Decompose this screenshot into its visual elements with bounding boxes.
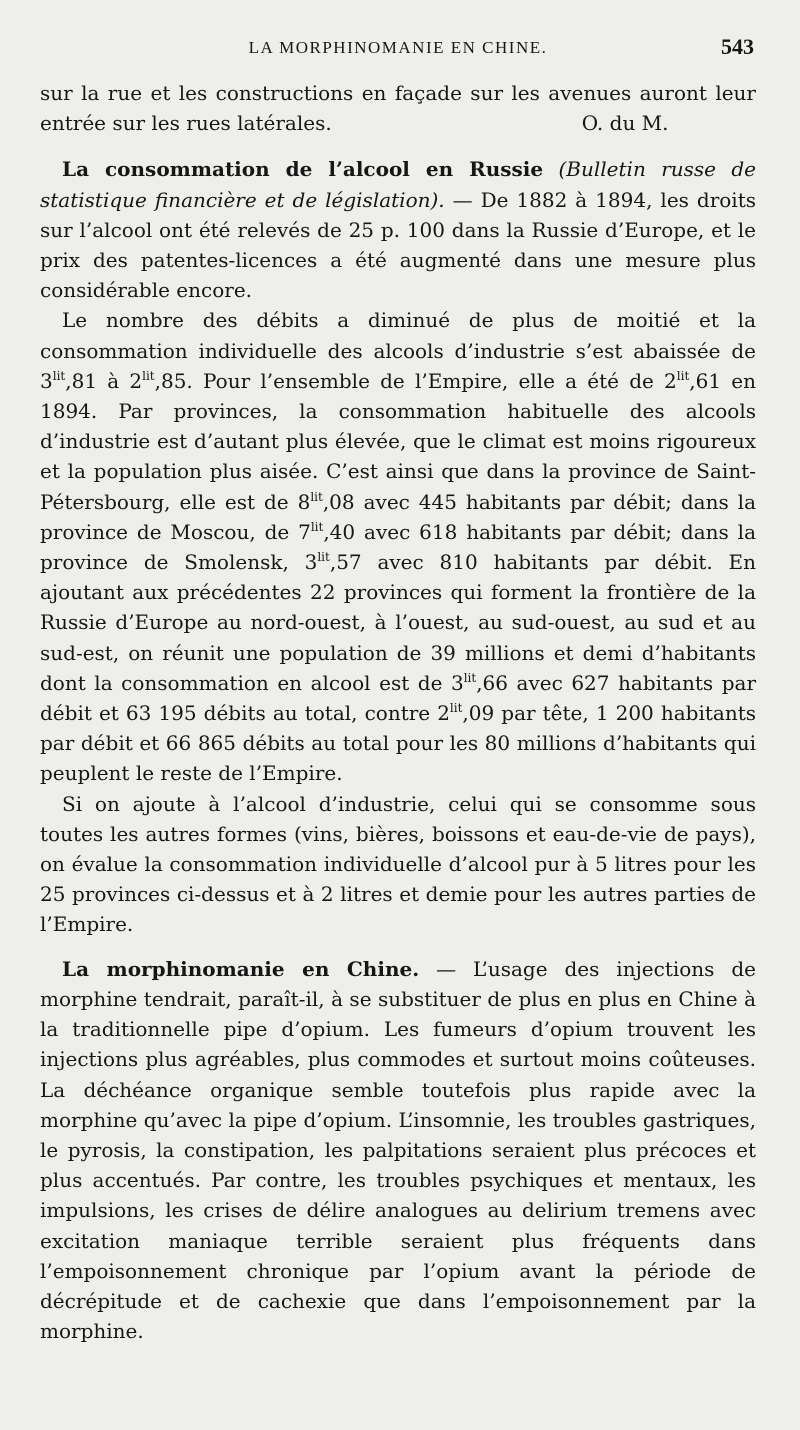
paragraph-other-alcohols bbox=[40, 789, 756, 940]
source-citation: (Bulletin russe de statistique financière et de législation). bbox=[40, 157, 757, 212]
paragraph-text: — De 1882 à 1894, les droits sur l’alcool ont été relevés de 25 p. 100 dans la Russie d’Europe, et le prix des patentes-licences a été augmenté dans une mesure plus considérable encore. bbox=[40, 187, 756, 303]
text-run: ,57 avec 810 habitants par débit. En ajoutant aux précédentes 22 provinces qui forment la frontière de la Russie d’Europe au nord-ouest, à l’ouest, au sud-ouest, au sud et au sud-est, on réunit une population de 39 millions et demi d’habitants dont la consommation en alcool est de 3 bbox=[40, 550, 757, 695]
text-run: ,66 avec 627 habitants par débit et 63 195 débits au total, contre 2 bbox=[40, 670, 757, 726]
body-text bbox=[40, 78, 756, 1346]
paragraph-alcohol-russia bbox=[40, 154, 756, 305]
paragraph-continuation bbox=[40, 78, 756, 138]
author-signature: O. du M. bbox=[581, 111, 669, 136]
unit-superscript: lit bbox=[52, 368, 66, 383]
unit-superscript: lit bbox=[142, 368, 155, 383]
section-title: La consommation de l’alcool en Russie bbox=[62, 157, 544, 182]
unit-superscript: lit bbox=[676, 368, 690, 383]
unit-superscript: lit bbox=[310, 489, 323, 504]
text-run: ,61 en 1894. Par provinces, la consommation habituelle des alcools d’industrie est d’autant plus élevée, que le climat est moins rigoureux et la population plus aisée. C’est ainsi que dans la province de Saint-Pétersbourg, elle est de 8 bbox=[40, 368, 757, 514]
section-title: La morphinomanie en Chine. bbox=[62, 956, 420, 981]
unit-superscript: lit bbox=[310, 519, 324, 534]
text-run: ,85. Pour l’ensemble de l’Empire, elle a été de 2 bbox=[154, 368, 677, 393]
text-run: ,08 avec 445 habitants par débit; dans la province de Moscou, de 7 bbox=[40, 489, 756, 544]
paragraph-text: sur la rue et les constructions en façade sur les avenues auront leur entrée sur les rues latérales. bbox=[40, 81, 756, 136]
text-run: ,81 à 2 bbox=[65, 368, 143, 393]
unit-superscript: lit bbox=[317, 550, 330, 565]
text-run: ,09 par tête, 1 200 habitants par débit et 66 865 débits au total pour les 80 millions d’habitants qui peuplent le reste de l’Empire. bbox=[40, 701, 756, 786]
text-run: Le nombre des débits a diminué de plus de moitié et la consommation individuelle des alcools d’industrie s’est abaissée de 3 bbox=[40, 308, 756, 393]
paragraph-debits bbox=[40, 305, 756, 788]
unit-superscript: lit bbox=[463, 670, 477, 685]
unit-superscript: lit bbox=[449, 701, 463, 716]
paragraph-morphinomania bbox=[40, 954, 756, 1347]
paragraph-text: Si on ajoute à l’alcool d’industrie, celui qui se consomme sous toutes les autres formes (vins, bières, boissons et eau-de-vie de pays), on évalue la consommation individuelle d’alcool pur à 5 litres pour les 25 provinces ci-dessus et à 2 litres et demie pour les autres parties de l’Empire. bbox=[40, 791, 756, 937]
page-header bbox=[40, 34, 756, 64]
running-title: LA MORPHINOMANIE EN CHINE. bbox=[248, 38, 548, 57]
text-run: ,40 avec 618 habitants par débit; dans la province de Smolensk, 3 bbox=[40, 519, 756, 575]
paragraph-text: — L’usage des injections de morphine tendrait, paraît-il, à se substituer de plus en plus en Chine à la traditionnelle pipe d’opium. Les fumeurs d’opium trouvent les injections plus agréables, plus commodes et surtout moins coûteuses. La déchéance organique semble toutefois plus rapide avec la morphine qu’avec la pipe d’opium. L’insomnie, les troubles gastriques, le pyrosis, la constipation, les palpitations seraient plus précoces et plus accentués. Par contre, les troubles psychiques et mentaux, les impulsions, les crises de délire analogues au delirium tremens avec excitation maniaque terrible seraient plus fréquents dans l’empoisonnement chronique par l’opium avant la période de décrépitude et de cachexie que dans l’empoisonnement par la morphine. bbox=[40, 956, 756, 1344]
page-number: 543 bbox=[721, 34, 754, 59]
